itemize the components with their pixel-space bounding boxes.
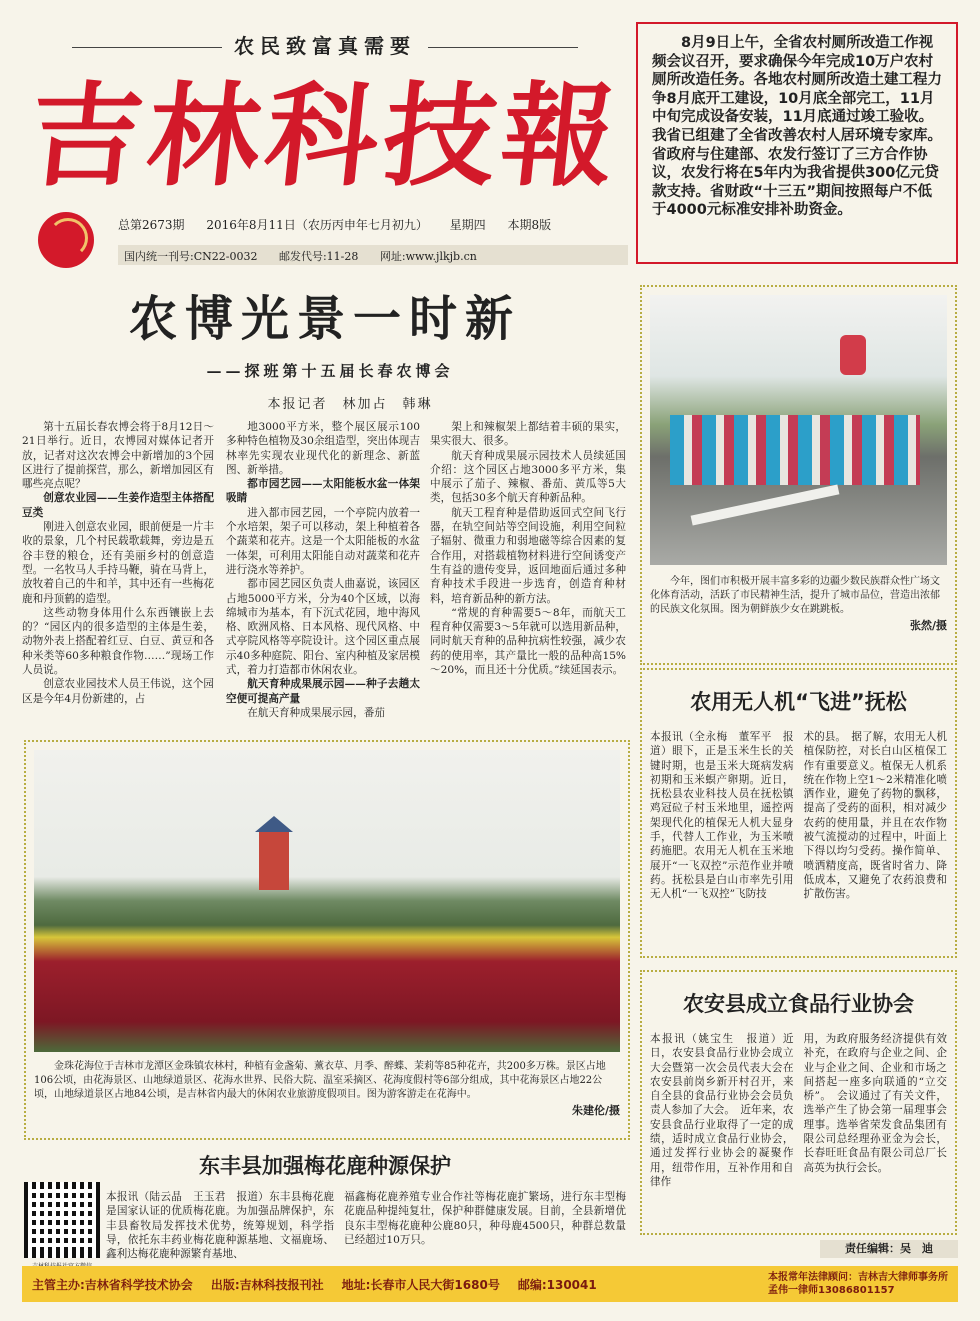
footer-law-2: 孟伟一律师13086801157 bbox=[768, 1285, 895, 1296]
food-title: 农安县成立食品行业协会 bbox=[683, 992, 914, 1016]
issue-date: 2016年8月11日（农历丙申年七月初九） bbox=[206, 218, 428, 232]
footer-publisher: 出版:吉林科技报刊社 bbox=[210, 1277, 324, 1292]
issue-number: 总第2673期 bbox=[118, 218, 185, 232]
lead-column-3: 架上和辣椒架上都结着丰硕的果实，果实很大、很多。 航天育种成果展示园技术人员续延国介绍：这个园区占地3000多平方米，集中展示了茄子、辣椒、番茄、黄瓜等5大类，包括30多个航天育种新品种。 航天工程育种是借助返回式空间飞行器，在轨空间站等空间设施，利用空间粒子辐射、微重力和弱地磁等综合因素的复合作用，对搭载植物材料进行空间诱变产生有益的遗传变异，返回地面后通过多种育种技术手段进一步选育，创造育种材料，培育新品种的新方法。 “常规的育种需要5～8年，而航天工程育种仅需要3～5年就可以选用新品种，同时航天育种的品种抗病性较强，减少农药的使用率，其产量比一般的品种高15%～20%，而且还十分优质。”续延国表示。 bbox=[430, 421, 626, 677]
footer-zip: 邮编:130041 bbox=[517, 1277, 597, 1292]
food-association-article bbox=[640, 970, 957, 1235]
cn-code: 国内统一刊号:CN22-0032 bbox=[124, 250, 258, 263]
footer-bar bbox=[22, 1266, 958, 1302]
dance-photo-caption: 今年，图们市积极开展丰富多彩的边疆少数民族群众性广场文化体育活动，活跃了市民精神生活，提升了城市品位，营造出浓郁的民族文化氛围。图为朝鲜族少女在跳跳板。 bbox=[650, 576, 940, 615]
deer-column-2: 福鑫梅花鹿养殖专业合作社等梅花鹿扩繁场，进行东丰型梅花鹿品种提纯复壮，保护种群健康发展。目前，全县新增优良东丰型梅花鹿种公鹿80只，种母鹿4500只，种群总数量已经超过10万只。 bbox=[344, 1191, 626, 1246]
lead-column-2: 地3000平方米，整个展区展示100多种特色植物及30余组造型，突出体现吉林率先实现农业现代化的新理念、新蓝图、新举措。 都市园艺园——太阳能板水盆一体架吸睛 进入都市园艺园，一个亭院内放着一个水培架，架子可以移动，架上种植着各个蔬菜和花卉。这是一个太阳能板的水盆一体架，可利用太阳能自动对蔬菜和花卉进行浇水等养护。 都市园艺园区负责人曲嘉说，该园区占地5000平方米，分为40个区域，以海绵城市为基本，有下沉式花园，地中海风格、欧洲风格、日本风格、现代风格、中式亭院风格等亭院设计。这个园区重点展示40多种庭院、阳台、室内种植及家居模式，着力打造都市休闲农业。 航天育种成果展示园——种子去趟太空便可提高产量 在航天育种成果展示园，番茄 bbox=[226, 421, 420, 719]
drone-article bbox=[640, 668, 957, 958]
website[interactable]: 网址:www.jlkjb.cn bbox=[379, 250, 477, 263]
deer-column-1: 本报讯（陆云晶 王玉君 报道）东丰县梅花鹿是国家认证的优质梅花鹿。为加强品牌保护，东丰县畜牧局发挥技术优势，统筹规划，科学指导，依托东丰药业梅花鹿种源基地、文福鹿场、鑫利达梅花鹿种源繁育基地、 bbox=[106, 1191, 334, 1260]
footer-law-1: 本报常年法律顾问：吉林吉大律师事务所 bbox=[768, 1272, 948, 1283]
flower-photo-caption: 金珠花海位于吉林市龙潭区金珠镇农林村，种植有金盏菊、薰衣草、月季、醉蝶、茉莉等85种花卉，共200多万株。景区占地106公顷，由花海景区、山地绿道景区、花海水世界、民俗大院、温室采摘区、花海度假村等6部分组成，其中花海景区占地22公顷，山地绿道景区占地84公顷，是吉林省内最大的休闲农业旅游度假项目。图为游客游走在花海中。 bbox=[34, 1061, 606, 1100]
dance-photo-credit: 张然/摄 bbox=[909, 619, 947, 632]
lead-subtitle: ——探班第十五届长春农博会 bbox=[206, 362, 454, 380]
footer-sponsor: 主管主办:吉林省科学技术协会 bbox=[32, 1277, 193, 1292]
food-column-1: 本报讯（姚宝生 报道）近日，农安县食品行业协会成立大会暨第一次会员代表大会在农安县前岗乡新开村召开，来自全县的食品行业协会会员负责人参加了大会。 近年来，农安县食品行业取得了一定的成绩，适时成立食品行业协会，通过发挥行业协会的凝聚作用，纽带作用，互补作用和自律作 bbox=[650, 1033, 794, 1188]
issue-weekday: 星期四 bbox=[449, 218, 486, 232]
dance-photo-block bbox=[640, 285, 957, 665]
postal-code: 邮发代号:11-28 bbox=[278, 250, 359, 263]
footer-address: 地址:长春市人民大街1680号 bbox=[341, 1277, 500, 1292]
slogan: 农民致富真需要 bbox=[30, 30, 620, 59]
flower-sea-photo bbox=[34, 750, 620, 1052]
lead-title: 农博光景一时新 bbox=[128, 291, 521, 347]
dancers-photo bbox=[650, 295, 947, 565]
lead-byline: 本报记者 林加占 韩琳 bbox=[267, 397, 433, 412]
issue-pages: 本期8版 bbox=[507, 218, 552, 232]
issue-info bbox=[118, 216, 628, 233]
windmill-icon bbox=[259, 830, 289, 890]
drone-column-2: 术的县。 据了解，农用无人机植保防控，对长白山区植保工作有重要意义。植保无人机系统在作物上空1～2米精准化喷洒作业，避免了药物的飘移，提高了受药的面积，相对减少农药的使用量，并且在农作物被气流搅动的过程中，叶面上下得以均匀受药。操作简单、喷洒精度高，既省时省力、降低成本，又避免了农药浪费和扩散伤害。 bbox=[803, 731, 947, 901]
deer-title: 东丰县加强梅花鹿种源保护 bbox=[199, 1154, 451, 1178]
drone-title: 农用无人机“飞进”抚松 bbox=[690, 690, 907, 714]
flower-photo-credit: 朱建伦/摄 bbox=[571, 1104, 620, 1117]
lead-column-1: 第十五届长春农博会将于8月12日～21日举行。近日，农博园对媒体记者开放，记者对这次农博会中新增加的3个园区进行了提前探营，那么，新增加园区有哪些亮点呢？ 创意农业园——生姜作造型主体搭配豆类 刚进入创意农业园，眼前便是一片丰收的景象，几个村民载歌载舞，旁边是五谷丰登的粮仓，还有美丽乡村的创意造型。一名牧马人手持马鞭，骑在马背上，放牧着自己的牛和羊，其中还有一些梅花鹿和丹顶鹤的造型。 这些动物身体用什么东西镶嵌上去的？“园区内的很多造型的主体是生姜，动物外表上搭配着红豆、白豆、黄豆和各种米类等60多种粮食作物……”现场工作人员说。 创意农业园技术人员王伟说，这个园区是今年4月份新建的，占 bbox=[22, 421, 214, 705]
newspaper-logo-icon bbox=[38, 212, 94, 268]
drone-column-1: 本报讯（全永梅 董军平 报道）眼下，正是玉米生长的关键时期，也是玉米大斑病发病初期和玉米螟产卵期。近日，抚松县农业科技人员在抚松镇鸡冠砬子村玉米地里，遥控两架现代化的植保无人机大显身手，代替人工作业，为玉米喷药施肥。农用无人机在玉米地展开“一飞双控”示范作业并喷药。抚松县是白山市率先引用无人机“一飞双控”飞防技 bbox=[650, 731, 794, 901]
responsible-editor: 责任编辑：吴 迪 bbox=[820, 1240, 958, 1258]
qr-code-icon[interactable] bbox=[24, 1182, 100, 1258]
masthead-title: 吉林科技報 bbox=[23, 71, 627, 202]
footer-legal bbox=[768, 1271, 948, 1297]
flower-photo-block bbox=[24, 740, 630, 1140]
food-column-2: 用，为政府服务经济提供有效补充，在政府与企业之间、企业与企业之间、企业和市场之间搭起一座多向联通的“立交桥”。 会议通过了有关文件，选举产生了协会第一届理事会理事。选举省荣发食品集团有限公司总经理孙亚金为会长，长春旺旺食品有限公司总厂长高英为执行会长。 bbox=[803, 1033, 947, 1174]
headline-news-box: 8月9日上午，全省农村厕所改造工作视频会议召开，要求确保今年完成10万户农村厕所改造任务。各地农村厕所改造土建工程力争8月底开工建设，10月底全部完工，11月中旬完成设备安装，11月底通过竣工验收。我省已组建了全省改善农村人居环境专家库。省政府与住建部、农发行签订了三方合作协议，农发行将在5年内为我省提供300亿元贷款支持。省财政“十三五”期间按照每户不低于4000元标准安排补助资金。 bbox=[636, 22, 958, 264]
publication-codes bbox=[118, 245, 628, 265]
